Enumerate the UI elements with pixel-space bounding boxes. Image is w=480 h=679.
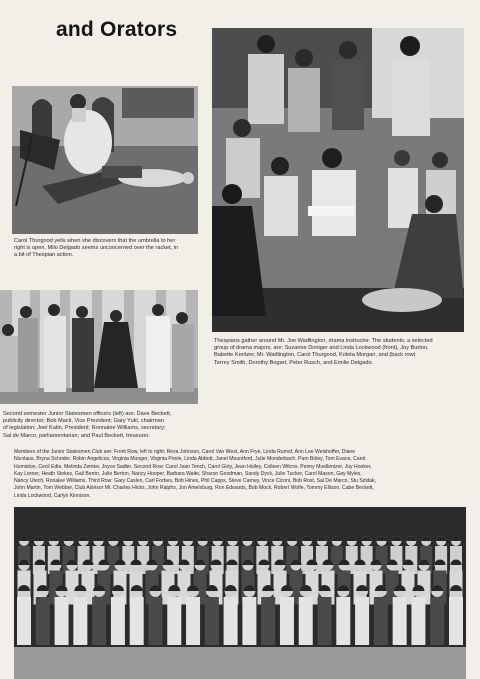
club-group-photo	[14, 507, 466, 679]
caption-line: Linda Lockwood, Carlyn Kinnison.	[14, 492, 91, 499]
caption-line: group of drama majors, are: Suzanne Doniger and Linda Lockwood (front), Joy Burton,	[214, 345, 429, 352]
caption-line: Humiston, Cecil Edie, Melinda Zemke, Joyce Sadler. Second Row: Carol Jean Tench, Carol Girty, Jean Holley, Colleen Wilcox, Penny Muellenizer, Joy Hooker,	[14, 463, 372, 470]
thespians-caption	[214, 338, 476, 367]
caption-line: Nancy Utech, Ronalee Williams. Third Row: Gary Caslen, Carl Forbes, Bob Hines, Phil Capps, Steve Carney, Vince Ciconi, Bob Rost, Sal De Marco, Stu Szidak,	[14, 478, 377, 485]
caption-line: of legislation; Joel Katin, President; Ronnalee Williams, secretary;	[3, 425, 166, 432]
umbrella-scene-caption	[14, 238, 204, 260]
caption-line: Members of the Junior Statesmen Club are: Front Row, left to right: Reva Johnson, Carol Van West, Ann Frye, Linda Rumof, Ann Lee Welshoffer, Diane	[14, 449, 356, 455]
caption-line: John Martin, Tom Webber, Club Advisor Mr. Charles Hicks, John Ralphs, Jon Amelsburg, Ron Edwards, Bob Mock, Robert Wolfe, Tommy Ellison, Cabe Beckett,	[14, 485, 375, 492]
caption-line: a bit of Thespian action.	[14, 252, 74, 259]
caption-line: publicity director; Bob Mack, Vice President; Gary Yukl, chairman	[3, 418, 164, 425]
caption-line: Thespians gather around Mr. Joe Wadlington, drama instructor. The students, a selected	[214, 338, 433, 344]
officers-caption	[3, 411, 203, 440]
caption-line: Terrey Smith, Dorothy Bogart, Peter Rusch, and Emilie Delgado.	[214, 359, 374, 366]
thespians-group-photo	[212, 28, 464, 332]
caption-line: Carol Thurgood yells when she discovers that the umbrella to her	[14, 238, 176, 244]
caption-line: Kay Lerner, Heath Stokes, Gail Berrin, Julie Berton, Nancy Hooper, Barbara Waite, Sharon Goodman, Sandy Dyck, Julie Tucker, Carol Mason, Gay Myles,	[14, 470, 362, 477]
club-members-caption	[14, 449, 476, 500]
umbrella-scene-photo	[12, 86, 198, 234]
caption-line: Second semester Junior Statesmen officers (left) are: Dave Beckett,	[3, 411, 172, 417]
caption-line: Sal de Marco, parliamentarian; and Paul Beckett, treasurer.	[3, 432, 150, 439]
caption-line: Nicolaus, Bryna Schrider, Robin Angelicos, Virginia Munger, Virginia Poole, Linda Abbott, Janet Mountford, Julie Monderbach, Pam Briley, Tom Evans, Carol	[14, 456, 366, 463]
caption-line: right is open. Milo Delgado seems unconcerned over the racket, in	[14, 245, 179, 252]
caption-line: Babette Kreitzer, Mr. Wadlington, Carol Thurgood, Koleta Morgan, and (back row)	[214, 352, 416, 359]
page-heading: and Orators	[56, 18, 178, 41]
officers-photo	[0, 290, 198, 404]
